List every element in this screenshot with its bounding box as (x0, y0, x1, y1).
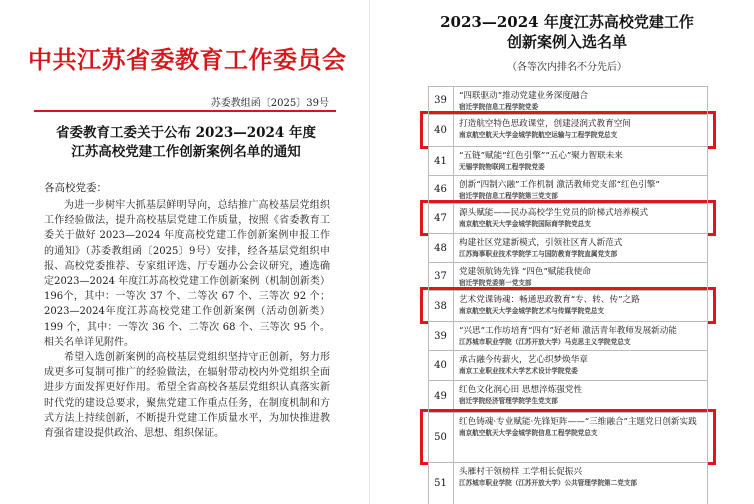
case-rank: 38 (428, 291, 454, 321)
case-name: 源头赋能——民办高校学生党员的阶梯式培养模式 (459, 208, 649, 218)
case-unit: 南京航空航天大学金城学院国际商学院党总支 (459, 220, 591, 228)
case-info (454, 204, 648, 233)
case-unit: 江苏海事职业技术学院学工与国防教育学院直属党支部 (459, 250, 618, 258)
case-info (454, 115, 631, 146)
case-row (428, 203, 708, 233)
case-name: 红色铸魂·专业赋能·先锋矩阵——“三维融合”主题党日创新实践 (459, 417, 697, 427)
notice-document (0, 0, 370, 504)
case-name: 艺术党课铸魂：畅通思政教育“专、转、传”之路 (459, 295, 640, 305)
case-row (428, 462, 708, 504)
case-info (454, 263, 591, 290)
red-divider-line (34, 110, 336, 112)
document-title-line-2: 江苏高校党建工作创新案例名单的通知 (71, 144, 301, 160)
case-row (428, 412, 708, 462)
case-unit: 南京航空航天大学金城学院艺术与传媒学院党总支 (459, 307, 605, 315)
case-rank: 46 (428, 176, 454, 203)
case-info (454, 413, 697, 462)
case-row (428, 380, 708, 412)
case-name: 构建社区党建新模式，引领社区育人新范式 (459, 238, 623, 248)
document-number: 苏委教组函〔2025〕39号 (210, 98, 329, 109)
case-info (454, 87, 588, 114)
document-title-line-1: 省委教育工委关于公布 2023—2024 年度 (55, 125, 317, 141)
case-info (454, 322, 677, 350)
case-row (428, 114, 708, 146)
case-name: “四联驱动”推动党建业务深度融合 (459, 91, 589, 101)
case-rank: 48 (428, 234, 454, 262)
case-rank: 40 (428, 351, 454, 380)
case-unit: 南京航空航天大学金城学院航空运输与工程学院党总支 (459, 131, 618, 139)
body-paragraph-2: 希望入选创新案例的高校基层党组织坚持守正创新，努力形成更多可复制可推广的经验做法，在辐射带动校内外党组织全面进步方面发挥更好作用。希望全省高校各基层党组织认真落实新时代党的建设总要求，聚焦党建工作重点任务，在制度机制和方式方法上持续创新，不断提升党建工作质量水平，为加快推进教育强省建设提供政治、思想、组织保证。 (44, 352, 330, 440)
case-name: 打造航空特色思政课堂，创建浸润式教育空间 (459, 119, 631, 129)
salutation: 各高校党委： (44, 182, 107, 194)
case-name: 头雁村干领榜样 工学相长促振兴 (459, 467, 583, 477)
list-title-line-1: 2023—2024 年度江苏高校党建工作 (440, 13, 694, 31)
case-rank: 40 (428, 115, 454, 146)
case-rank: 49 (428, 381, 454, 412)
case-row (428, 175, 708, 203)
case-info (454, 381, 582, 412)
document-body (44, 198, 330, 441)
case-unit: 宿迁学院党委第一党支部 (459, 279, 532, 287)
case-info (454, 234, 622, 262)
case-name: 党建领航铸先锋 “四色”赋能我使命 (459, 267, 591, 277)
case-rank: 47 (428, 204, 454, 233)
case-row (428, 321, 708, 350)
case-unit: 南京工业职业技术大学艺术设计学院党委 (459, 367, 578, 375)
case-rank: 39 (428, 322, 454, 350)
case-row (428, 146, 708, 175)
case-info (454, 351, 588, 380)
case-list-page (380, 0, 754, 504)
case-rank: 50 (428, 413, 454, 462)
case-name: “兴思”工作坊培育“四有”好老师 激活青年教师发展新动能 (459, 326, 677, 336)
case-unit: 无锡学院物联网工程学院党委 (459, 163, 545, 171)
case-name: 承古融今传薪火，艺心织梦焕华章 (459, 355, 588, 365)
case-unit: 江苏城市职业学院（江苏开放大学）马克思主义学院党总支 (459, 338, 631, 346)
case-name: 红色文化润心田 思想淬炼强党性 (459, 385, 583, 395)
case-unit: 宿迁学院信息工程学院党委 (459, 103, 539, 111)
case-name: “五链”赋能“红色引擎”“五心”聚力智联未来 (459, 151, 623, 161)
case-row (428, 350, 708, 380)
case-info (454, 291, 640, 321)
document-title (40, 124, 332, 162)
case-row (428, 290, 708, 321)
case-name: 创新“四制六融”工作机制 激活教师党支部“红色引擎” (459, 180, 660, 190)
list-title-line-2: 创新案例入选名单 (506, 33, 627, 51)
case-unit: 江苏城市职业学院（江苏开放大学）公共管理学院第二党支部 (459, 479, 638, 487)
case-info (454, 463, 637, 504)
case-rank: 51 (428, 463, 454, 504)
case-unit: 宿迁学院经济管理学院学生党支部 (459, 397, 558, 405)
case-info (454, 147, 623, 175)
list-subtitle: （各等次内排名不分先后） (507, 62, 627, 73)
case-unit: 南京航空航天大学金城学院信息工程学院党总支 (459, 429, 598, 437)
case-row (428, 233, 708, 262)
case-rank: 39 (428, 87, 454, 114)
case-row (428, 262, 708, 290)
case-rank: 37 (428, 263, 454, 290)
case-info (454, 176, 660, 203)
case-unit: 宿迁学院信息工程学院第三党支部 (459, 192, 558, 200)
list-title (380, 12, 754, 52)
case-row (428, 86, 708, 114)
document-header: 中共江苏省委教育工作委员会 (28, 45, 347, 74)
body-paragraph-1: 为进一步树牢大抓基层鲜明导向，总结推广高校基层党组织工作经验做法，提升高校基层党建工作质量，按照《省委教育工委关于做好 2023—2024 年度高校党建工作创新案例申报工作的通知》（苏委教组函〔2025〕9号）安排，经各基层党组织申报、高校党委推荐、专家组评选、厅专题办公会议研究，遴选确定2023—2024 年度江苏高校党建工作创新案例（机制创新类）196个，其中：一等次 37 个、二等次 67 个、三等次 92 个；2023—2024年度江苏高校党建工作创新案例（活动创新类）199 个，其中：一等次 36 个、二等次 68 个、三等次 95 个。相关名单详见附件。 (44, 200, 330, 348)
case-rank: 41 (428, 147, 454, 175)
